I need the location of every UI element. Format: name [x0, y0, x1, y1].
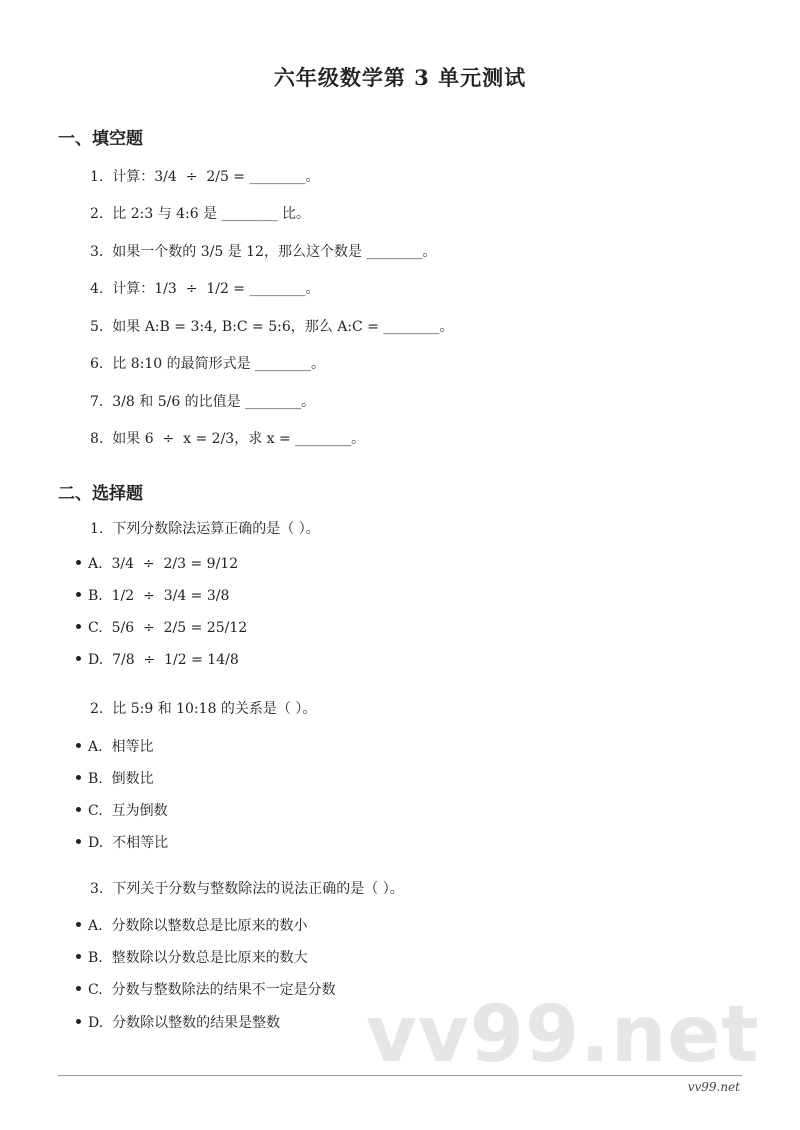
- choice-option: [76, 768, 154, 788]
- choice-option-text: D. 不相等比: [88, 835, 169, 851]
- choice-option-text: B. 1/2 ÷ 3/4 = 3/8: [88, 588, 230, 604]
- fill-question: 1. 计算：3/4 ÷ 2/5 = ________。: [90, 169, 320, 185]
- section-heading-multiple-choice: 二、选择题: [58, 484, 143, 504]
- fill-question: 5. 如果 A:B = 3:4, B:C = 5:6，那么 A:C = ________。: [90, 319, 454, 335]
- fill-question: 8. 如果 6 ÷ x = 2/3，求 x = ________。: [90, 431, 366, 447]
- choice-option: [76, 620, 247, 636]
- choice-option-text: A. 相等比: [88, 739, 154, 755]
- choice-option-text: D. 分数除以整数的结果是整数: [88, 1015, 281, 1031]
- choice-option-text: C. 互为倒数: [88, 803, 168, 819]
- choice-question-stem: 2. 比 5:9 和 10:18 的关系是（ ）。: [90, 701, 317, 717]
- footer-site-label: vv99.net: [687, 1080, 740, 1094]
- choice-option: [76, 979, 336, 999]
- fill-question: 4. 计算：1/3 ÷ 1/2 = ________。: [90, 281, 320, 297]
- bullet-icon: [76, 986, 81, 991]
- watermark: vv99.net: [366, 990, 760, 1080]
- section-heading-fill-in: 一、填空题: [58, 129, 143, 149]
- choice-question-stem: 3. 下列关于分数与整数除法的说法正确的是（ ）。: [90, 881, 404, 897]
- choice-option-text: B. 倒数比: [88, 771, 154, 787]
- bullet-icon: [76, 743, 81, 748]
- choice-option-text: D. 7/8 ÷ 1/2 = 14/8: [88, 652, 239, 668]
- choice-option-text: A. 分数除以整数总是比原来的数小: [88, 918, 308, 934]
- bullet-icon: [76, 656, 81, 661]
- bullet-icon: [76, 624, 81, 629]
- choice-option: [76, 1012, 280, 1032]
- choice-option: [76, 832, 168, 852]
- fill-question: 7. 3/8 和 5/6 的比值是 ________。: [90, 394, 316, 410]
- choice-option: [76, 736, 153, 756]
- choice-option: [76, 947, 308, 967]
- choice-option-text: B. 整数除以分数总是比原来的数大: [88, 950, 308, 966]
- bullet-icon: [76, 592, 81, 597]
- bullet-icon: [76, 775, 81, 780]
- bullet-icon: [76, 839, 81, 844]
- fill-question: 6. 比 8:10 的最简形式是 ________。: [90, 356, 326, 372]
- choice-option-text: C. 分数与整数除法的结果不一定是分数: [88, 982, 336, 998]
- bullet-icon: [76, 954, 81, 959]
- choice-option: [76, 652, 239, 668]
- page-title: 六年级数学第 3 单元测试: [273, 65, 527, 90]
- choice-option: [76, 915, 307, 935]
- choice-option-text: C. 5/6 ÷ 2/5 = 25/12: [88, 620, 248, 636]
- fill-question: 3. 如果一个数的 3/5 是 12，那么这个数是 ________。: [90, 244, 437, 260]
- choice-option: [76, 800, 168, 820]
- bullet-icon: [76, 807, 81, 812]
- bullet-icon: [76, 1019, 81, 1024]
- fill-question: 2. 比 2:3 与 4:6 是 ________ 比。: [90, 206, 311, 222]
- choice-option-text: A. 3/4 ÷ 2/3 = 9/12: [88, 556, 239, 572]
- bullet-icon: [76, 922, 81, 927]
- choice-question-stem: 1. 下列分数除法运算正确的是（ ）。: [90, 521, 320, 537]
- choice-option: [76, 556, 238, 572]
- bullet-icon: [76, 560, 81, 565]
- footer-divider: [58, 1075, 742, 1076]
- choice-option: [76, 588, 229, 604]
